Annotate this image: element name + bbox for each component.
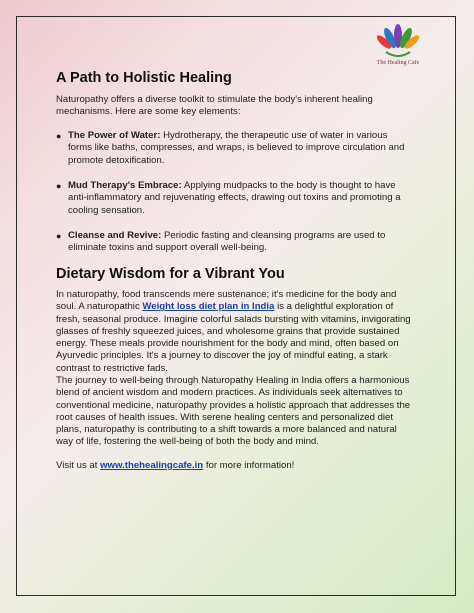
list-item-label: Cleanse and Revive: — [68, 230, 162, 241]
weight-loss-diet-link[interactable]: Weight loss diet plan in India — [142, 301, 275, 313]
paragraph-text: Visit us at — [56, 460, 101, 471]
list-item-label: The Power of Water: — [68, 130, 161, 141]
list-item-label: Mud Therapy's Embrace: — [68, 180, 182, 191]
paragraph-text: for more information! — [203, 460, 295, 471]
healing-cafe-logo — [365, 22, 431, 72]
paragraph-text: offers a harmonious blend of ancient wisdom and modern practices. As individuals seek alternatives to conventional medicine, naturopathy provides a holistic approach that addresses the root causes of health issues. With serene healing centers and personalized diet plans, naturopathy is contributing to a shift towards a more balanced and natural way of life, fostering the well-being of both the body and mind. — [56, 375, 411, 448]
list-item — [56, 230, 413, 255]
section-title-holistic-healing: A Path to Holistic Healing — [56, 70, 232, 86]
visit-paragraph — [56, 460, 416, 472]
bullet-icon: ● — [56, 131, 62, 141]
list-item-text: Periodic fasting and cleansing programs are used to eliminate toxins and support overall well-being. — [68, 230, 386, 254]
website-link[interactable]: www.thehealingcafe.in — [100, 460, 204, 471]
list-item-text: Hydrotherapy, the therapeutic use of water in various forms like baths, compresses, and wraps, is believed to improve circulation and promote detoxification. — [68, 130, 405, 166]
journey-paragraph — [56, 375, 416, 449]
list-item-text: Applying mudpacks to the body is thought to have anti-inflammatory and rejuvenating effects, drawing out toxins and promoting a cooling sensation. — [68, 180, 401, 216]
dietary-paragraph — [56, 289, 416, 375]
paragraph-text: The journey to well-being through — [56, 375, 202, 386]
logo-text: The Healing Cafe — [376, 60, 420, 66]
naturopathy-healing-link[interactable]: Naturopathy Healing in India — [201, 375, 323, 386]
bullet-icon: ● — [56, 181, 62, 191]
bullet-icon: ● — [56, 231, 62, 241]
paragraph-text: In naturopathy, food transcends mere sustenance; it's medicine for the body and soul. A naturopathic — [56, 289, 397, 313]
intro-paragraph: Naturopathy offers a diverse toolkit to stimulate the body's inherent healing mechanisms. Here are some key elements: — [56, 94, 373, 118]
list-item — [56, 180, 413, 217]
paragraph-text: is a delightful exploration of fresh, seasonal produce. Imagine colorful salads bursting with vitamins, invigorating glasses of freshly squeezed juices, and wholesome grains that provide sustained energy. These meals provide nourishment for the body and mind, often based on Ayurvedic principles. It's a journey to discover the joy of mindful eating, a stark contrast to restrictive fads. — [56, 301, 411, 374]
section-title-dietary-wisdom: Dietary Wisdom for a Vibrant You — [56, 266, 285, 282]
lotus-logo-icon — [376, 22, 420, 60]
list-item — [56, 130, 413, 167]
